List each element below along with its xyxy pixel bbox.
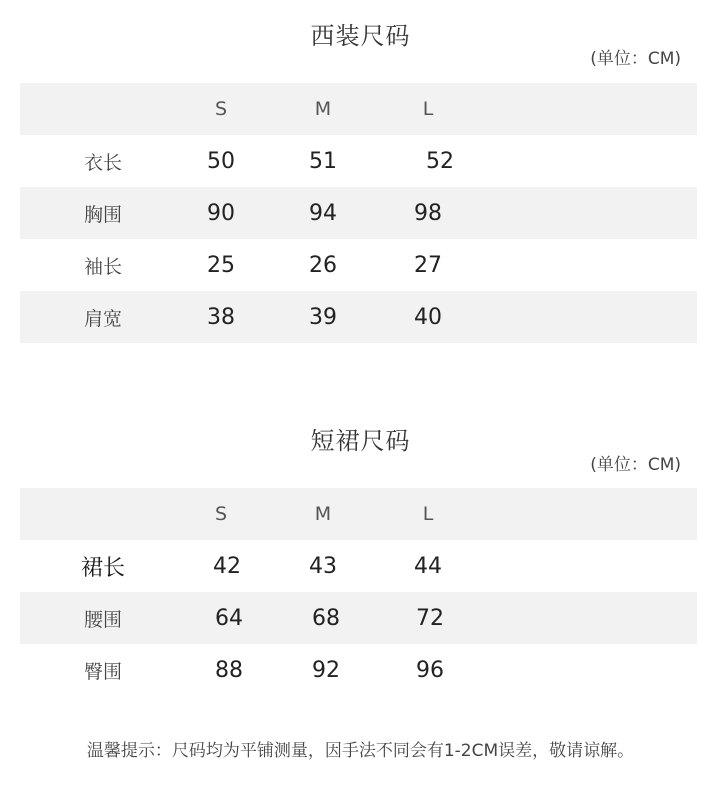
table-cell: 88	[215, 657, 243, 683]
table-row	[20, 540, 697, 592]
table-cell: 68	[312, 605, 340, 631]
row-label: 腰围	[83, 608, 122, 631]
table-row	[20, 291, 697, 343]
table-cell: 42	[213, 553, 241, 579]
table-cell: 25	[207, 252, 235, 278]
table-row	[20, 135, 697, 187]
table-cell: 38	[207, 304, 235, 330]
table-cell: 44	[414, 553, 442, 579]
table-cell: 94	[309, 200, 337, 226]
measurement-tip: 温馨提示：尺码均为平铺测量，因手法不同会有1-2CM误差，敬请谅解。	[86, 741, 635, 761]
row-label: 衣长	[83, 151, 122, 174]
table-row	[20, 187, 697, 239]
skirt-size-title: 短裙尺码	[310, 427, 411, 455]
table-cell: 26	[309, 252, 337, 278]
table-cell: 43	[309, 553, 337, 579]
column-header-s: S	[214, 503, 228, 525]
table-cell: 92	[312, 657, 340, 683]
table-cell: 98	[414, 200, 442, 226]
column-header-m: M	[314, 503, 332, 525]
column-header-l: L	[422, 503, 434, 525]
suit-size-title: 西装尺码	[310, 22, 411, 50]
table-cell: 90	[207, 200, 235, 226]
table-cell: 39	[309, 304, 337, 330]
table-cell: 52	[426, 148, 454, 174]
row-label: 胸围	[83, 203, 122, 226]
table-cell: 64	[215, 605, 243, 631]
column-header-m: M	[314, 98, 332, 120]
table-cell: 40	[414, 304, 442, 330]
table-row	[20, 239, 697, 291]
table-row	[20, 644, 697, 696]
row-label: 臀围	[83, 660, 122, 683]
table-header-row	[20, 488, 697, 540]
table-cell: 72	[416, 605, 444, 631]
row-label: 袖长	[83, 255, 122, 278]
column-header-s: S	[214, 98, 228, 120]
skirt-size-table	[20, 488, 697, 696]
table-cell: 96	[416, 657, 444, 683]
table-header-row	[20, 83, 697, 135]
table-cell: 27	[414, 252, 442, 278]
table-row	[20, 592, 697, 644]
table-cell: 51	[309, 148, 337, 174]
row-label: 裙长	[80, 555, 125, 581]
row-label: 肩宽	[83, 307, 122, 330]
table-cell: 50	[207, 148, 235, 174]
suit-size-table	[20, 83, 697, 343]
skirt-unit-label: (单位：CM)	[590, 455, 681, 475]
suit-unit-label: (单位：CM)	[590, 49, 681, 69]
column-header-l: L	[422, 98, 434, 120]
